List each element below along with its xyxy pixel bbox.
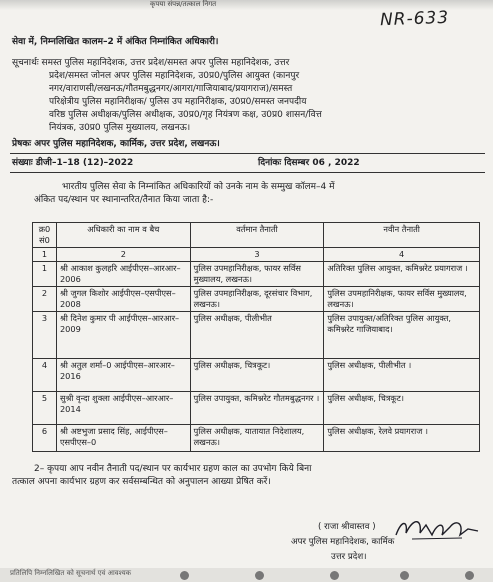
paragraph-2-line: 2– कृपया आप नवीन तैनाती पद/स्थान पर कार्यभार ग्रहण काल का उपभोग किये बिना (34, 464, 312, 474)
column-number: 1 (33, 248, 57, 262)
divider (10, 153, 485, 154)
table-row (33, 262, 480, 287)
transfer-table (32, 222, 480, 452)
cell-name: श्री अतुल शर्मा–0 आईपीएस–आरआर–2016 (56, 359, 190, 392)
sankhya: संख्याः डीजी–1–18 (12)–2022 (12, 158, 134, 168)
table-row (33, 425, 480, 452)
header-serial: क्र0 सं0 (33, 223, 57, 248)
signatory-post: अपर पुलिस महानिदेशक, कार्मिक (291, 537, 395, 547)
header-top: कृपया संपन्न/तत्काल निगत (150, 0, 217, 8)
suchnarth-line: वरिष्ठ पुलिस अधीक्षक/पुलिस अधीक्षक, उ0प्र0/गृह नियंत्रण कक्ष, उ0प्र0 शासन/वित्त (49, 110, 322, 120)
cell-new: पुलिस अधीक्षक, पीलीभीत । (324, 359, 480, 392)
header-new: नवीन तैनाती (324, 223, 480, 248)
cell-serial: 1 (33, 262, 57, 287)
suchnarth-line: नियंत्रक, उ0प्र0 पुलिस मुख्यालय, लखनऊ। (49, 123, 191, 133)
cell-current: पुलिस अधीक्षक, चित्रकूट। (190, 359, 324, 392)
seva-label: सेवा में, (12, 37, 38, 47)
dot-icon (180, 571, 189, 580)
preshak-label: प्रेषकः (12, 139, 32, 149)
cell-serial: 6 (33, 425, 57, 452)
table-header-row (33, 223, 480, 248)
cell-new: पुलिस उपमहानिरीक्षक, फायर सर्विस मुख्यालय, लखनऊ। (324, 287, 480, 312)
intro-line: अंकित पद/स्थान पर स्थानान्तरित/तैनात किया जाता है:- (34, 195, 214, 205)
table-number-row (33, 248, 480, 262)
column-number: 2 (56, 248, 190, 262)
cell-current: पुलिस अधीक्षक, पीलीभीत (190, 312, 324, 359)
dot-icon (330, 571, 339, 580)
cell-new: पुलिस उपायुक्त/अतिरिक्त पुलिस आयुक्त, कमिश्नरेट गाजियाबाद। (324, 312, 480, 359)
dinank: दिनांकः दिसम्बर 06 , 2022 (258, 158, 360, 168)
cell-serial: 4 (33, 359, 57, 392)
dot-icon (465, 571, 474, 580)
handwritten-reference: NR-633 (379, 7, 450, 31)
preshak-text: अपर पुलिस महानिदेशक, कार्मिक, उत्तर प्रदेश, लखनऊ। (34, 139, 220, 149)
dot-icon (255, 571, 264, 580)
cell-new: अतिरिक्त पुलिस आयुक्त, कमिश्नरेट प्रयागराज । (324, 262, 480, 287)
cell-name: सुश्री वृन्दा शुक्ला आईपीएस–आरआर–2014 (56, 392, 190, 425)
table-row (33, 392, 480, 425)
cell-current: पुलिस उपमहानिरीक्षक, फायर सर्विस मुख्यालय, लखनऊ। (190, 262, 324, 287)
intro-line: भारतीय पुलिस सेवा के निम्नांकित अधिकारियों को उनके नाम के सम्मुख कॉलम–4 में (62, 182, 335, 192)
suchnarth-line: परिक्षेत्रीय पुलिस महानिरीक्षक/ पुलिस उप महानिरीक्षक, उ0प्र0/समस्त जनपदीय (49, 97, 307, 107)
cell-serial: 5 (33, 392, 57, 425)
cell-serial: 3 (33, 312, 57, 359)
cell-name: श्री अष्टभुजा प्रसाद सिंह, आईपीएस–एसपीएस–0 (56, 425, 190, 452)
preshak-line (12, 138, 483, 150)
cell-new: पुलिस अधीक्षक, चित्रकूट। (324, 392, 480, 425)
cell-name: श्री जुगल किशोर आईपीएस–एसपीएस–2008 (56, 287, 190, 312)
signatory-name: ( राजा श्रीवास्तव ) (318, 522, 376, 532)
signatory-state: उत्तर प्रदेश। (331, 552, 367, 562)
cell-current: पुलिस उपायुक्त, कमिश्नरेट गौतमबुद्धनगर । (190, 392, 324, 425)
signature-scribble (392, 513, 482, 543)
seva-line (12, 36, 483, 48)
suchnarth-line: प्रदेश/समस्त जोनल अपर पुलिस महानिदेशक, उ0प्र0/पुलिस आयुक्त (कानपुर (49, 71, 300, 81)
table-row (33, 359, 480, 392)
cell-name: श्री दिनेश कुमार पी आईपीएस–आरआर–2009 (56, 312, 190, 359)
column-number: 4 (324, 248, 480, 262)
table-row (33, 312, 480, 359)
suchnarth-line: सूचनार्थः समस्त पुलिस महानिदेशक, उत्तर प्रदेश/समस्त अपर पुलिस महानिदेशक, उत्तर (12, 58, 290, 68)
header-name: अधिकारी का नाम व बैच (56, 223, 190, 248)
suchnarth-line: नगर/वाराणसी/लखनऊ/गौतमबुद्धनगर/आगरा/गाजियाबाद/प्रयागराज)/समस्त (49, 84, 293, 94)
cell-name: श्री आकाश कुलहरि आईपीएस–आरआर–2006 (56, 262, 190, 287)
cell-serial: 2 (33, 287, 57, 312)
divider (10, 172, 485, 173)
header-current: वर्तमान तैनाती (190, 223, 324, 248)
cell-new: पुलिस अधीक्षक, रेलवे प्रयागराज । (324, 425, 480, 452)
column-number: 3 (190, 248, 324, 262)
cell-current: पुलिस उपमहानिरीक्षक, दूरसंचार विभाग, लखनऊ। (190, 287, 324, 312)
table-row (33, 287, 480, 312)
seva-text: निम्नलिखित कालम–2 में अंकित निम्नांकित अधिकारी। (40, 37, 219, 47)
cell-current: पुलिस अधीक्षक, यातायात निदेशालय, लखनऊ। (190, 425, 324, 452)
paragraph-2-line: तत्काल अपना कार्यभार ग्रहण कर सर्वसम्बन्धित को अनुपालन आख्या प्रेषित करें। (12, 477, 271, 487)
dot-icon (400, 571, 409, 580)
footer-text: प्रतिलिपि निम्नलिखित को सूचनार्थ एवं आवश्यक (10, 569, 132, 577)
